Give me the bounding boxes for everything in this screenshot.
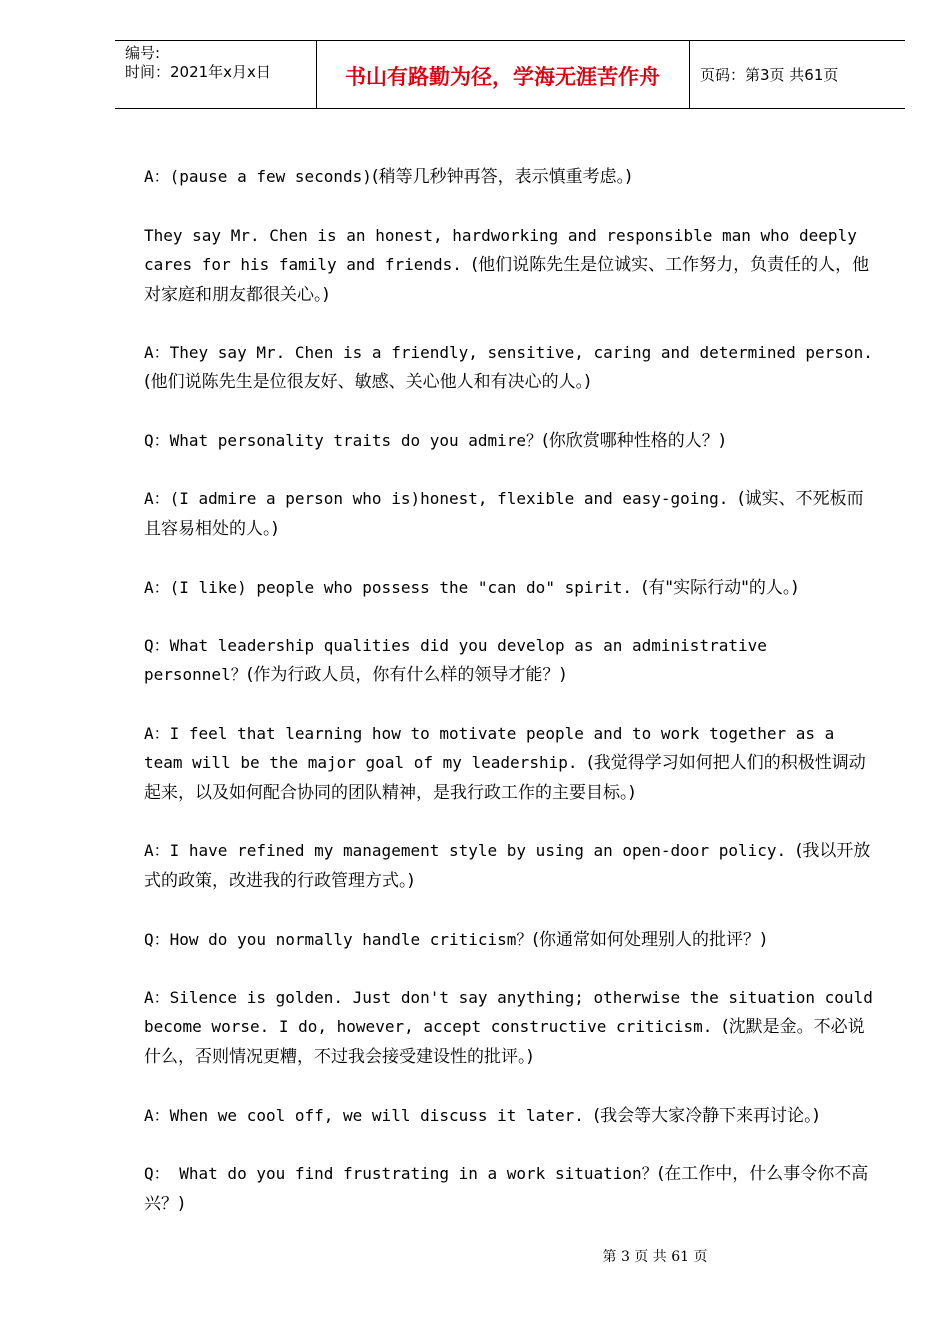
paragraph — [144, 836, 876, 896]
paragraph-english: Q： What do you find frustrating in a work situation？ — [144, 1164, 658, 1183]
header-page-cell — [690, 41, 905, 108]
header-motto-cell — [316, 41, 690, 108]
header-meta-cell — [115, 41, 317, 108]
paragraph-chinese: (我以开放式的政策，改进我的行政管理方式。) — [144, 841, 871, 891]
paragraph-english: A：When we cool off, we will discuss it later. — [144, 1105, 594, 1125]
page-header — [115, 40, 905, 109]
paragraph-chinese: (我觉得学习如何把人们的积极性调动起来，以及如何配合协同的团队精神，是我行政工作的主要目标。) — [144, 752, 866, 803]
document-body — [144, 162, 876, 1248]
paragraph — [144, 631, 876, 690]
paragraph-chinese: (你欣赏哪种性格的人？) — [542, 430, 726, 451]
serial-number-label: 编号: — [125, 44, 161, 62]
paragraph-english: A：I have refined my management style by using an open-door policy. — [144, 841, 796, 860]
paragraph-english: They say Mr. Chen is an honest, hardworking and responsible man who deeply cares for his family and friends. — [144, 225, 857, 274]
paragraph — [144, 719, 876, 808]
header-page-info: 页码：第3页 共61页 — [700, 66, 839, 84]
date-label: 时间：2021年x月x日 — [125, 63, 271, 81]
paragraph-chinese: (稍等几秒钟再答，表示慎重考虑。) — [371, 167, 632, 187]
paragraph — [144, 983, 876, 1072]
paragraph-chinese: (有"实际行动"的人。) — [641, 577, 799, 598]
paragraph-english: Q：What leadership qualities did you develop as an administrative personnel？ — [144, 636, 767, 684]
paragraph-chinese: (在工作中，什么事令你不高兴？) — [144, 1164, 869, 1214]
paragraph — [144, 338, 876, 397]
paragraph-chinese: (沈默是金。不必说什么，否则情况更糟，不过我会接受建设性的批评。) — [144, 1017, 865, 1067]
paragraph-chinese: (你通常如何处理别人的批评？) — [532, 929, 767, 950]
footer-page-number: 第 3 页 共 61 页 — [602, 1249, 708, 1265]
paragraph — [144, 573, 876, 603]
paragraph-chinese: (作为行政人员，你有什么样的领导才能？) — [246, 665, 566, 685]
paragraph-chinese: (他们说陈先生是位很友好、敏感、关心他人和有决心的人。) — [144, 372, 591, 392]
paragraph-english: A：I feel that learning how to motivate people and to work together as a team will be the major goal of my leadership. — [144, 723, 835, 772]
paragraph — [144, 1101, 876, 1131]
paragraph-chinese: (他们说陈先生是位诚实、工作努力，负责任的人，他对家庭和朋友都很关心。) — [144, 254, 870, 305]
paragraph-english: Q：How do you normally handle criticism？ — [144, 929, 533, 949]
paragraph-english: A：They say Mr. Chen is a friendly, sensitive, caring and determined person. — [144, 343, 873, 362]
paragraph-english: A：Silence is golden. Just don't say anything; otherwise the situation could become worse. I do, however, accept constructive criticism. — [144, 988, 873, 1036]
paragraph-english: Q：What personality traits do you admire？ — [144, 430, 543, 450]
paragraph-english: A：(I like) people who possess the "can do" spirit. — [144, 577, 642, 597]
paragraph-chinese: (我会等大家冷静下来再讨论。) — [593, 1105, 820, 1126]
paragraph — [144, 925, 876, 955]
paragraph-english: A：(I admire a person who is)honest, flexible and easy-going. — [144, 489, 738, 508]
page-footer — [0, 1246, 950, 1266]
paragraph — [144, 426, 876, 456]
paragraph — [144, 221, 876, 310]
header-motto: 书山有路勤为径，学海无涯苦作舟 — [345, 65, 660, 89]
paragraph — [144, 484, 876, 544]
paragraph-english: A：(pause a few seconds) — [144, 167, 372, 186]
paragraph — [144, 162, 876, 192]
paragraph — [144, 1159, 876, 1219]
paragraph-chinese: (诚实、不死板而且容易相处的人。) — [144, 489, 864, 539]
